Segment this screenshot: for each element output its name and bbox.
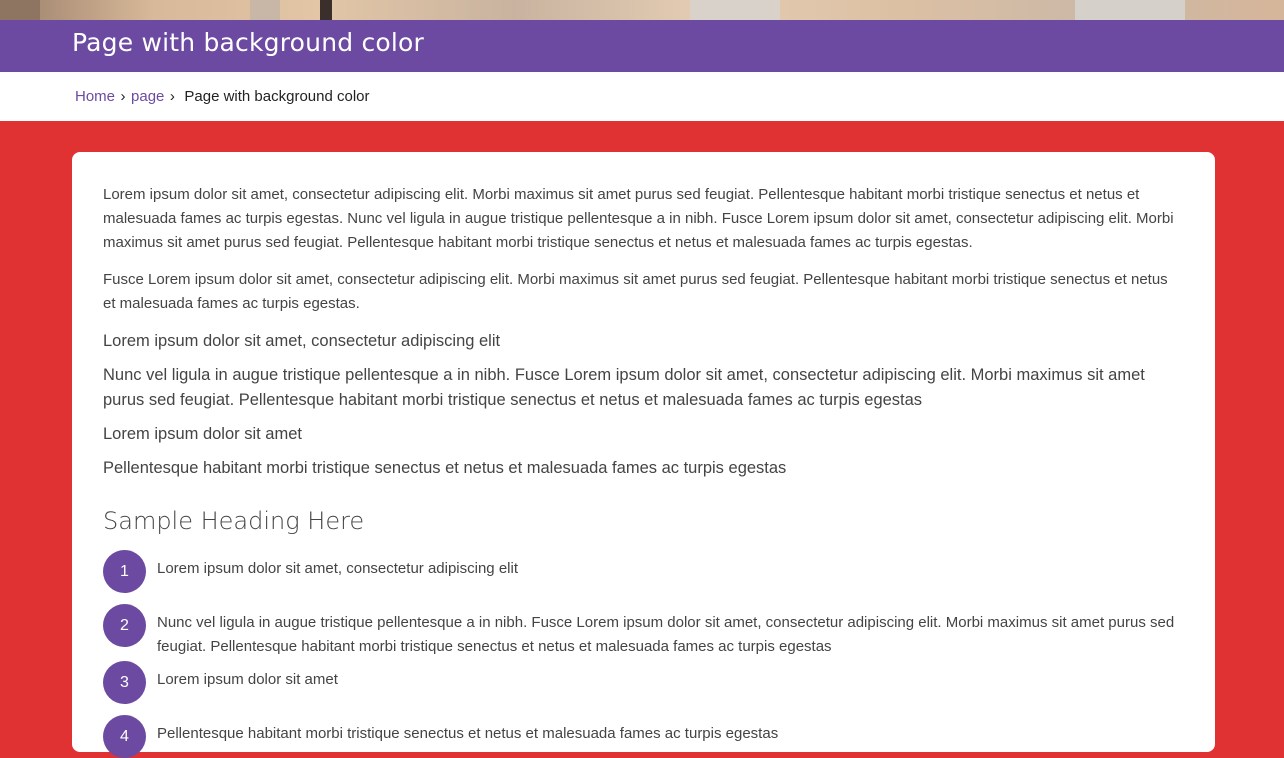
numbered-item-text: Lorem ipsum dolor sit amet, consectetur adipiscing elit [157, 560, 518, 577]
text-line: Pellentesque habitant morbi tristique senectus et netus et malesuada fames ac turpis egestas [103, 459, 787, 477]
breadcrumb [75, 88, 370, 105]
number-badge: 1 [103, 550, 146, 593]
numbered-item-text: Nunc vel ligula in augue tristique pellentesque a in nibh. Fusce Lorem ipsum dolor sit amet, consectetur adipiscing elit. Morbi maximus sit amet purus sed feugiat. Pellentesque habitant morbi tristique senectus et netus et malesuada fames ac turpis egestas [157, 614, 1175, 655]
chevron-right-icon: › [120, 88, 126, 105]
text-line: Nunc vel ligula in augue tristique pellentesque a in nibh. Fusce Lorem ipsum dolor sit amet, consectetur adipiscing elit. Morbi maximus sit amet purus sed feugiat. Pellentesque habitant morbi tristique senectus et netus et malesuada fames ac turpis egestas [103, 366, 1145, 409]
text-line: Lorem ipsum dolor sit amet, consectetur adipiscing elit [103, 332, 501, 350]
breadcrumb-current: Page with background color [184, 88, 370, 105]
number-badge: 3 [103, 661, 146, 704]
paragraph: Fusce Lorem ipsum dolor sit amet, consectetur adipiscing elit. Morbi maximus sit amet purus sed feugiat. Pellentesque habitant morbi tristique senectus et netus et malesuada fames ac turpis egestas. [103, 271, 1168, 312]
section-heading: Sample Heading Here [103, 507, 365, 535]
breadcrumb-bar [0, 72, 1284, 121]
numbered-item-text: Pellentesque habitant morbi tristique senectus et netus et malesuada fames ac turpis egestas [157, 725, 779, 742]
numbered-item-text: Lorem ipsum dolor sit amet [157, 671, 338, 688]
breadcrumb-page-link[interactable]: page [131, 88, 165, 105]
breadcrumb-home-link[interactable]: Home [75, 88, 116, 105]
text-line: Lorem ipsum dolor sit amet [103, 425, 302, 443]
paragraph: Lorem ipsum dolor sit amet, consectetur adipiscing elit. Morbi maximus sit amet purus sed feugiat. Pellentesque habitant morbi tristique senectus et netus et malesuada fames ac turpis egestas. Nunc vel ligula in augue tristique pellentesque a in nibh. Fusce Lorem ipsum dolor sit amet, consectetur adipiscing elit. Morbi maximus sit amet purus sed feugiat. Pellentesque habitant morbi tristique senectus et netus et malesuada fames ac turpis egestas. [103, 186, 1174, 251]
number-badge: 2 [103, 604, 146, 647]
page-title-bar [0, 20, 1284, 72]
number-badge: 4 [103, 715, 146, 758]
chevron-right-icon: › [169, 88, 175, 105]
page-title: Page with background color [72, 28, 425, 57]
hero-image-strip [0, 0, 1284, 20]
content-card [72, 152, 1215, 752]
